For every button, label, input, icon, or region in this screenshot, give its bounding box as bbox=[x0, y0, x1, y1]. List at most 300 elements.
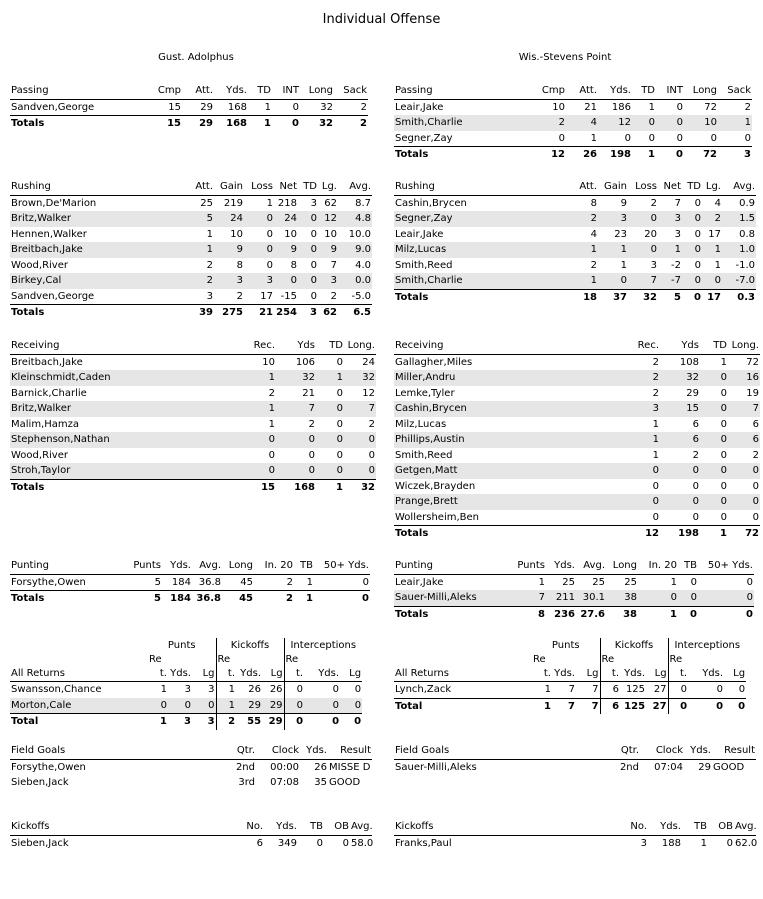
table-row bbox=[394, 354, 760, 370]
stat-cell: 0.8 bbox=[739, 228, 755, 240]
table-row bbox=[394, 835, 756, 851]
total-cell: 168 bbox=[276, 479, 316, 495]
player-name: Sandven,George bbox=[11, 290, 95, 302]
total-cell: 125 bbox=[620, 698, 646, 714]
column-header: Yds. bbox=[552, 666, 576, 682]
stat-cell: 1 bbox=[658, 242, 682, 258]
stat-cell: 26 bbox=[300, 759, 328, 775]
total-cell: 8 bbox=[506, 606, 546, 622]
stat-cell: 0 bbox=[598, 273, 628, 289]
stat-cell: 0 bbox=[624, 463, 660, 479]
stat-cell: 0 bbox=[682, 211, 702, 227]
column-header: Long bbox=[606, 558, 638, 574]
player-name: Franks,Paul bbox=[394, 835, 614, 851]
total-cell: 198 bbox=[660, 526, 700, 542]
stat-cell: 4.0 bbox=[355, 259, 371, 271]
stat-cell: 0 bbox=[676, 101, 683, 113]
column-header: Lg. bbox=[702, 179, 722, 195]
stat-cell: 1 bbox=[264, 101, 271, 113]
stat-cell: 1 bbox=[240, 401, 276, 417]
totals-row bbox=[394, 289, 756, 305]
stat-cell: 1 bbox=[590, 132, 597, 144]
table-row bbox=[394, 195, 756, 211]
stat-cell: 0 bbox=[700, 401, 728, 417]
returns-subheader bbox=[724, 654, 746, 666]
stat-cell: 27 bbox=[653, 684, 667, 695]
stat-cell: 1 bbox=[216, 698, 236, 714]
total-cell: 7 bbox=[576, 698, 600, 714]
stat-cell: 0 bbox=[694, 228, 701, 240]
stat-cell: 2 bbox=[692, 449, 699, 461]
stat-cell: 0 bbox=[292, 101, 299, 113]
table-row bbox=[10, 835, 372, 851]
stat-cell: 0 bbox=[720, 480, 727, 492]
column-header: t. bbox=[216, 666, 236, 682]
total-cell: 1 bbox=[532, 698, 552, 714]
stat-cell: 3 bbox=[184, 684, 191, 695]
total-cell: 1 bbox=[700, 526, 728, 542]
stat-cell: 0 bbox=[660, 494, 700, 510]
column-header: Yds. bbox=[684, 743, 712, 759]
stat-cell: 1 bbox=[538, 576, 545, 588]
stat-cell: 0 bbox=[700, 494, 728, 510]
player-name: Miller,Andru bbox=[394, 370, 624, 386]
totals-label: Totals bbox=[394, 526, 624, 542]
total-cell: 0 bbox=[668, 698, 688, 714]
total-cell: 21 bbox=[244, 305, 274, 321]
returns-subheader: Re bbox=[216, 654, 236, 666]
left-punting-table bbox=[10, 558, 370, 607]
table-row bbox=[10, 258, 372, 274]
stat-cell: 58.0 bbox=[350, 835, 372, 851]
column-header: Long bbox=[222, 558, 254, 574]
player-name: Sieben,Jack bbox=[10, 775, 226, 791]
stat-cell: 188 bbox=[648, 835, 682, 851]
stat-cell: 10 bbox=[284, 228, 297, 240]
stat-cell: -2 bbox=[671, 259, 681, 271]
stat-cell: 2 bbox=[744, 101, 751, 113]
player-name: Lynch,Zack bbox=[395, 684, 452, 695]
stat-cell: 0 bbox=[628, 211, 658, 227]
stat-cell: 0 bbox=[316, 401, 344, 417]
returns-subheader: Re bbox=[600, 654, 620, 666]
stat-cell: 2 bbox=[650, 197, 657, 209]
stat-cell: 349 bbox=[264, 835, 298, 851]
column-header: Avg. bbox=[722, 179, 756, 195]
column-header: TB bbox=[682, 819, 708, 835]
player-name: Milz,Lucas bbox=[395, 418, 447, 430]
total-cell: 27.6 bbox=[576, 606, 606, 622]
stat-cell: 3 bbox=[624, 401, 660, 417]
stat-cell: 0 bbox=[720, 449, 727, 461]
left-rushing-section bbox=[10, 179, 372, 321]
stat-cell: 1 bbox=[268, 418, 275, 430]
column-header: Yds. bbox=[688, 666, 724, 682]
right-receiving-section bbox=[394, 338, 760, 542]
total-cell: 17 bbox=[702, 289, 722, 305]
player-name: Wiczek,Brayden bbox=[395, 480, 476, 492]
totals-row bbox=[10, 479, 376, 495]
left-rushing-table bbox=[10, 179, 372, 321]
section-label: All Returns bbox=[10, 666, 148, 682]
stat-cell: 0.9 bbox=[739, 197, 755, 209]
player-name: Segner,Zay bbox=[395, 132, 453, 144]
stat-cell: 1 bbox=[718, 115, 752, 131]
stat-cell: 30.1 bbox=[576, 590, 606, 606]
stat-cell: 2nd bbox=[610, 759, 640, 775]
stat-cell: 7 bbox=[276, 401, 316, 417]
total-cell: 3 bbox=[718, 147, 752, 163]
stat-cell: 0 bbox=[652, 511, 659, 523]
table-row bbox=[394, 115, 752, 131]
stat-cell: 186 bbox=[611, 101, 631, 113]
section-label: Rushing bbox=[10, 179, 186, 195]
stat-cell: 0 bbox=[298, 273, 318, 289]
stat-cell: 0 bbox=[700, 370, 728, 386]
stat-cell: 32 bbox=[320, 101, 333, 113]
stat-cell: 07:04 bbox=[640, 759, 684, 775]
stat-cell: 0 bbox=[316, 432, 344, 448]
column-header: Punts bbox=[122, 558, 162, 574]
stat-cell: 0 bbox=[304, 698, 340, 714]
stat-cell: 7 bbox=[568, 684, 575, 695]
stat-cell: 0 bbox=[700, 432, 728, 448]
section-label: Punting bbox=[10, 558, 122, 574]
stat-cell: 3 bbox=[614, 835, 648, 851]
table-row bbox=[394, 211, 756, 227]
section-label: All Returns bbox=[394, 666, 532, 682]
player-name: Milz,Lucas bbox=[394, 242, 570, 258]
stat-cell: 1 bbox=[570, 242, 598, 258]
returns-subheader bbox=[552, 654, 576, 666]
table-row bbox=[394, 273, 756, 289]
stat-cell: 5 bbox=[154, 576, 161, 588]
player-name: Morton,Cale bbox=[10, 698, 148, 714]
stat-cell: 12 bbox=[362, 387, 375, 399]
stat-cell: 7 bbox=[674, 197, 681, 209]
section-label: Punting bbox=[394, 558, 506, 574]
left-punting-section bbox=[10, 558, 370, 607]
right-rushing-section bbox=[394, 179, 756, 305]
stat-cell: 0 bbox=[720, 418, 727, 430]
stat-cell: 0 bbox=[268, 449, 275, 461]
table-row bbox=[394, 242, 756, 258]
stat-cell: 24 bbox=[214, 211, 244, 227]
stat-cell: 0 bbox=[720, 387, 727, 399]
stat-cell: 0 bbox=[708, 835, 734, 851]
left-kickoffs-table bbox=[10, 819, 372, 851]
total-cell: 2 bbox=[254, 591, 294, 607]
stat-cell: 0 bbox=[744, 132, 751, 144]
stat-cell: 1 bbox=[266, 197, 273, 209]
stat-cell: 25 bbox=[200, 197, 213, 209]
totals-label: Totals bbox=[10, 116, 150, 132]
player-name: Segner,Zay bbox=[394, 211, 570, 227]
left-passing-table bbox=[10, 83, 368, 132]
column-header: Cmp bbox=[150, 83, 182, 99]
column-header: Rec. bbox=[240, 338, 276, 354]
stat-cell: 0 bbox=[720, 511, 727, 523]
column-header: Cmp bbox=[534, 83, 566, 99]
returns-subheader: Re bbox=[284, 654, 304, 666]
player-name: Breitbach,Jake bbox=[10, 242, 186, 258]
stat-cell: 0 bbox=[716, 684, 724, 695]
stat-cell: 9 bbox=[620, 197, 627, 209]
column-header: INT bbox=[656, 83, 684, 99]
stat-cell: 2 bbox=[236, 290, 243, 302]
column-header: Yds. bbox=[546, 558, 576, 574]
player-name: Hennen,Walker bbox=[11, 228, 87, 240]
section-label: Passing bbox=[10, 83, 150, 99]
right-returns-table bbox=[394, 638, 746, 714]
total-cell: 198 bbox=[598, 147, 632, 163]
stat-cell: 0 bbox=[692, 480, 699, 492]
stat-cell: 0 bbox=[336, 387, 343, 399]
stat-cell: 8 bbox=[236, 259, 243, 271]
total-cell: 55 bbox=[236, 714, 262, 730]
total-cell: 0 bbox=[698, 606, 754, 622]
column-header: Qtr. bbox=[226, 743, 256, 759]
table-row bbox=[10, 401, 376, 417]
stat-cell: 0.0 bbox=[338, 273, 372, 289]
stat-cell: 7 bbox=[344, 401, 376, 417]
stat-cell: 2 bbox=[206, 259, 213, 271]
stat-cell: 20 bbox=[644, 228, 657, 240]
page-title: Individual Offense bbox=[322, 12, 441, 27]
total-cell: 0 bbox=[314, 591, 370, 607]
column-header: Yds. bbox=[620, 666, 646, 682]
totals-label: Totals bbox=[394, 289, 570, 305]
stat-cell: 3 bbox=[208, 684, 215, 695]
stat-cell: 1 bbox=[186, 242, 214, 258]
player-name: Brown,De'Marion bbox=[11, 197, 97, 209]
table-row bbox=[10, 227, 372, 243]
returns-group-header: Punts bbox=[167, 640, 196, 651]
total-cell: 27 bbox=[646, 698, 668, 714]
stat-cell: 0 bbox=[668, 682, 688, 699]
stat-cell: 1 bbox=[670, 576, 677, 588]
stat-cell: 4 bbox=[590, 228, 597, 240]
player-name: Breitbach,Jake bbox=[11, 356, 83, 368]
stat-cell: 2 bbox=[534, 115, 566, 131]
right-field-goals-table bbox=[394, 743, 756, 775]
stat-cell: 0 bbox=[336, 449, 343, 461]
team-name-left: Gust. Adolphus bbox=[158, 52, 234, 63]
player-name: Leair,Jake bbox=[395, 228, 444, 240]
returns-group-header: Kickoffs bbox=[600, 638, 668, 654]
total-cell: 0 bbox=[682, 289, 702, 305]
stat-cell: 10 bbox=[684, 115, 718, 131]
stat-cell: 6 bbox=[230, 835, 264, 851]
stat-cell: 0 bbox=[362, 576, 369, 588]
stat-cell: 15 bbox=[168, 101, 181, 113]
stat-cell: 0 bbox=[240, 463, 276, 479]
stat-cell: 25 bbox=[592, 576, 605, 588]
stat-cell: 184 bbox=[171, 576, 191, 588]
returns-subheader bbox=[236, 654, 262, 666]
total-cell: 0 bbox=[656, 147, 684, 163]
stat-cell: 10 bbox=[552, 101, 565, 113]
total-cell: 18 bbox=[570, 289, 598, 305]
column-header: Sack bbox=[718, 83, 752, 99]
table-row bbox=[10, 273, 372, 289]
right-field-goals-section bbox=[394, 743, 756, 775]
column-header: TD bbox=[248, 83, 272, 99]
column-header: Avg. bbox=[734, 819, 756, 835]
stat-cell: 0 bbox=[266, 259, 273, 271]
player-name: Sandven,George bbox=[11, 101, 95, 113]
stat-cell: 0 bbox=[244, 242, 274, 258]
stat-cell: 12 bbox=[598, 115, 632, 131]
total-cell: 3 bbox=[192, 714, 216, 730]
total-cell: 15 bbox=[240, 479, 276, 495]
stat-cell: 2 bbox=[702, 211, 722, 227]
stat-cell: 5 bbox=[186, 211, 214, 227]
stat-cell: 0 bbox=[192, 698, 216, 714]
column-header: Rec. bbox=[624, 338, 660, 354]
returns-subheader bbox=[688, 654, 724, 666]
stat-cell: 2 bbox=[624, 370, 660, 386]
column-header: No. bbox=[614, 819, 648, 835]
column-header: TD bbox=[682, 179, 702, 195]
column-header: Long. bbox=[728, 338, 760, 354]
stat-cell: 0 bbox=[752, 480, 759, 492]
stat-cell: 4 bbox=[714, 197, 721, 209]
player-name: Getgen,Matt bbox=[394, 463, 624, 479]
stat-cell: 6 bbox=[660, 432, 700, 448]
stat-cell: 7 bbox=[628, 273, 658, 289]
stat-cell: 0 bbox=[298, 835, 324, 851]
stat-cell: 8 bbox=[290, 259, 297, 271]
table-row bbox=[10, 289, 372, 305]
stat-cell: 72 bbox=[746, 356, 759, 368]
column-header: TD bbox=[700, 338, 728, 354]
column-header: TD bbox=[316, 338, 344, 354]
stat-cell: 1 bbox=[598, 242, 628, 258]
stat-cell: 1 bbox=[216, 682, 236, 698]
right-kickoffs-section bbox=[394, 819, 756, 851]
stat-cell: 3 bbox=[658, 211, 682, 227]
stat-cell: 1.5 bbox=[722, 211, 756, 227]
total-cell: 32 bbox=[344, 479, 376, 495]
stat-cell: 218 bbox=[277, 197, 297, 209]
left-field-goals-table bbox=[10, 743, 372, 791]
stat-cell: 1 bbox=[620, 259, 627, 271]
totals-label: Totals bbox=[394, 606, 506, 622]
left-returns-section bbox=[10, 638, 362, 730]
left-kickoffs-section bbox=[10, 819, 372, 851]
stat-cell: 24 bbox=[274, 211, 298, 227]
stat-cell: 0 bbox=[336, 356, 343, 368]
total-cell: 5 bbox=[122, 591, 162, 607]
totals-row bbox=[10, 305, 372, 321]
column-header: TB bbox=[298, 819, 324, 835]
table-row bbox=[10, 386, 376, 402]
returns-group-header: Punts bbox=[551, 640, 580, 651]
stat-cell: 1 bbox=[624, 432, 660, 448]
totals-label: Totals bbox=[10, 591, 122, 607]
totals-label: Total bbox=[10, 714, 148, 730]
table-row bbox=[10, 370, 376, 386]
stat-cell: 32 bbox=[344, 370, 376, 386]
totals-label: Totals bbox=[394, 147, 534, 163]
column-header: In. 20 bbox=[638, 558, 678, 574]
player-name: Sieben,Jack bbox=[10, 835, 230, 851]
player-name: Smith,Charlie bbox=[394, 115, 534, 131]
totals-label: Totals bbox=[10, 479, 240, 495]
stat-cell: 106 bbox=[295, 356, 315, 368]
stat-cell: 32 bbox=[660, 370, 700, 386]
table-row bbox=[394, 131, 752, 147]
stat-cell: 6 bbox=[600, 682, 620, 699]
stat-cell: 0 bbox=[316, 463, 344, 479]
stat-cell: 0 bbox=[368, 449, 375, 461]
player-name: Phillips,Austin bbox=[394, 432, 624, 448]
right-punting-table bbox=[394, 558, 754, 622]
player-name: Prange,Brett bbox=[394, 494, 624, 510]
total-cell: 275 bbox=[214, 305, 244, 321]
stat-cell: 0 bbox=[558, 132, 565, 144]
stat-cell: 0 bbox=[660, 463, 700, 479]
stat-cell: 8 bbox=[590, 197, 597, 209]
stat-cell: 36.8 bbox=[198, 576, 221, 588]
table-row bbox=[10, 417, 376, 433]
stat-cell: 25 bbox=[562, 576, 575, 588]
total-cell: 1 bbox=[148, 714, 168, 730]
total-cell: 37 bbox=[598, 289, 628, 305]
stat-cell: 0 bbox=[746, 576, 753, 588]
column-header: Net bbox=[658, 179, 682, 195]
returns-subheader: Re bbox=[533, 653, 546, 665]
total-cell: 7 bbox=[552, 698, 576, 714]
stat-cell: 0 bbox=[702, 273, 722, 289]
total-cell: 36.8 bbox=[192, 591, 222, 607]
stat-cell: 0 bbox=[284, 698, 304, 714]
player-name: Leair,Jake bbox=[395, 576, 444, 588]
player-name: Stroh,Taylor bbox=[10, 463, 240, 479]
stat-cell: 0 bbox=[694, 197, 701, 209]
returns-subheader: Re bbox=[668, 654, 688, 666]
column-header: OB bbox=[324, 819, 350, 835]
column-header: Avg. bbox=[576, 558, 606, 574]
table-row bbox=[10, 354, 376, 370]
stat-cell: 07:08 bbox=[256, 775, 300, 791]
left-field-goals-section bbox=[10, 743, 372, 791]
total-cell: 29 bbox=[182, 116, 214, 132]
stat-cell: 1 bbox=[720, 356, 727, 368]
stat-cell: 3 bbox=[310, 197, 317, 209]
total-cell: 5 bbox=[658, 289, 682, 305]
stat-cell: -1.0 bbox=[735, 259, 755, 271]
totals-label: Total bbox=[394, 698, 532, 714]
stat-cell: 3 bbox=[674, 228, 681, 240]
stat-cell: 3 bbox=[598, 211, 628, 227]
section-label: Field Goals bbox=[10, 743, 226, 759]
returns-subheader bbox=[168, 654, 192, 666]
player-name: Cashin,Brycen bbox=[395, 197, 467, 209]
stat-cell: 108 bbox=[679, 356, 699, 368]
totals-row bbox=[394, 526, 760, 542]
player-name: Britz,Walker bbox=[10, 211, 186, 227]
total-cell: 0 bbox=[688, 698, 724, 714]
table-row bbox=[394, 370, 760, 386]
table-row bbox=[10, 448, 376, 464]
stat-cell: 10 bbox=[262, 356, 275, 368]
stat-cell: 0 bbox=[324, 835, 350, 851]
table-row bbox=[394, 448, 760, 464]
column-header: Long bbox=[684, 83, 718, 99]
total-cell: 2 bbox=[334, 116, 368, 132]
